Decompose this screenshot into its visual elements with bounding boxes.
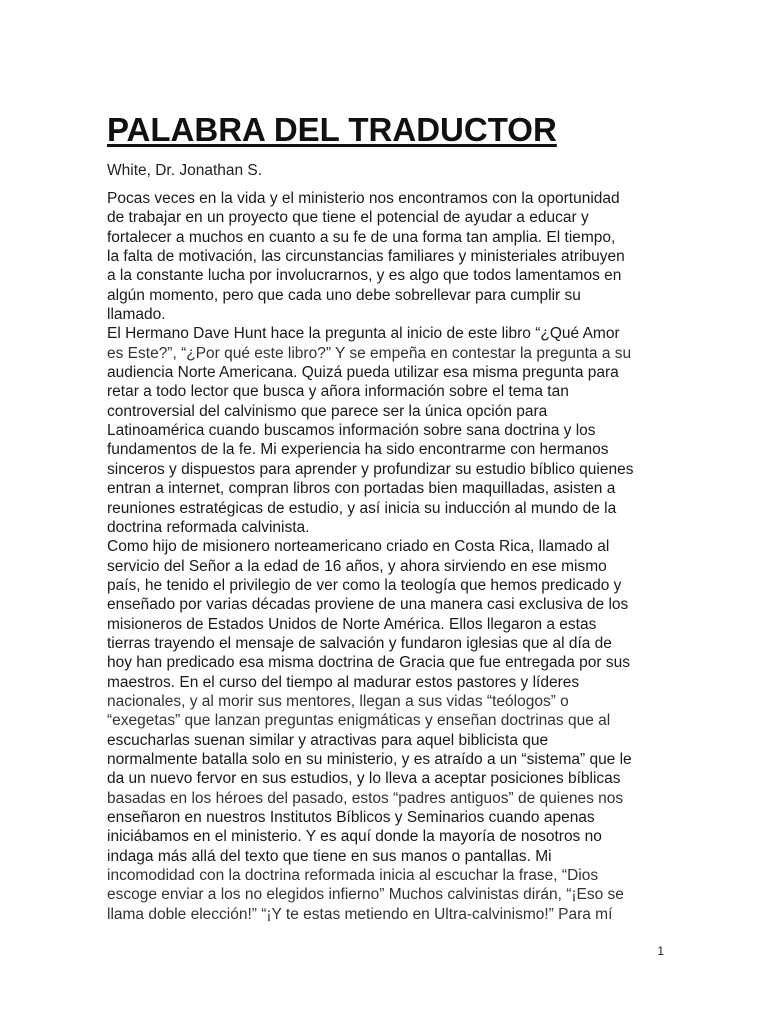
document-title: PALABRA DEL TRADUCTOR xyxy=(107,111,557,148)
text-line: la falta de motivación, las circunstancias familiares y ministeriales atribuyen xyxy=(107,248,625,266)
text-line: escoge enviar a los no elegidos infierno” Muchos calvinistas dirán, “¡Eso se xyxy=(107,886,624,904)
text-line: fundamentos de la fe. Mi experiencia ha sido encontrarme con hermanos xyxy=(107,441,609,459)
text-line: Como hijo de misionero norteamericano criado en Costa Rica, llamado al xyxy=(107,538,610,556)
text-line: basadas en los héroes del pasado, estos “padres antiguos” de quienes nos xyxy=(107,789,624,807)
body-text xyxy=(107,189,667,924)
text-line: retar a todo lector que busca y añora información sobre el tema tan xyxy=(107,383,569,401)
text-line: indaga más allá del texto que tiene en sus manos o pantallas. Mi xyxy=(107,847,552,865)
text-line: nacionales, y al morir sus mentores, llegan a sus vidas “teólogos” o xyxy=(107,692,569,710)
text-line: doctrina reformada calvinista. xyxy=(107,518,310,536)
text-line: entran a internet, compran libros con portadas bien maquilladas, asisten a xyxy=(107,480,616,498)
text-line: a la constante lucha por involucrarnos, y es algo que todos lamentamos en xyxy=(107,267,622,285)
text-line: sinceros y dispuestos para aprender y profundizar su estudio bíblico quienes xyxy=(107,460,634,478)
text-line: de trabajar en un proyecto que tiene el potencial de ayudar a educar y xyxy=(107,209,589,227)
text-line: país, he tenido el privilegio de ver como la teología que hemos predicado y xyxy=(107,576,622,594)
text-line: audiencia Norte Americana. Quizá pueda utilizar esa misma pregunta para xyxy=(107,364,619,382)
text-line: iniciábamos en el ministerio. Y es aquí donde la mayoría de nosotros no xyxy=(107,828,602,846)
text-line: hoy han predicado esa misma doctrina de Gracia que fue entregada por sus xyxy=(107,654,631,672)
text-line: escucharlas suenan similar y atractivas para aquel biblicista que xyxy=(107,731,549,749)
document-author: White, Dr. Jonathan S. xyxy=(107,162,263,179)
text-line: maestros. En el curso del tiempo al madurar estos pastores y líderes xyxy=(107,673,580,691)
text-line: algún momento, pero que cada uno debe sobrellevar para cumplir su xyxy=(107,286,581,304)
text-line: reuniones estratégicas de estudio, y así inicia su inducción al mundo de la xyxy=(107,499,617,517)
text-line: “exegetas” que lanzan preguntas enigmáticas y enseñan doctrinas que al xyxy=(107,712,611,730)
text-line: enseñaron en nuestros Institutos Bíblicos y Seminarios cuando apenas xyxy=(107,809,595,826)
text-line: Latinoamérica cuando buscamos información sobre sana doctrina y los xyxy=(107,422,596,440)
text-line: da un nuevo fervor en sus estudios, y lo lleva a aceptar posiciones bíblicas xyxy=(107,770,621,788)
text-line: El Hermano Dave Hunt hace la pregunta al inicio de este libro “¿Qué Amor xyxy=(107,325,620,343)
text-line: normalmente batalla solo en su ministerio, y es atraído a un “sistema” que le xyxy=(107,750,632,768)
text-line: llama doble elección!” “¡Y te estas metiendo en Ultra-calvinismo!” Para mí xyxy=(107,905,613,923)
text-line: enseñado por varias décadas proviene de una manera casi exclusiva de los xyxy=(107,596,629,614)
text-line: misioneros de Estados Unidos de Norte América. Ellos llegaron a estas xyxy=(107,615,597,633)
text-line: controversial del calvinismo que parece ser la única opción para xyxy=(107,402,548,420)
text-line: incomodidad con la doctrina reformada inicia al escuchar la frase, “Dios xyxy=(107,867,599,885)
text-line: Pocas veces en la vida y el ministerio nos encontramos con la oportunidad xyxy=(107,190,620,207)
text-line: llamado. xyxy=(107,306,166,324)
text-line: servicio del Señor a la edad de 16 años, y ahora sirviendo en ese mismo xyxy=(107,557,607,575)
text-line: fortalecer a muchos en cuanto a su fe de una forma tan amplia. El tiempo, xyxy=(107,228,616,246)
page-number: 1 xyxy=(657,944,664,958)
text-line: es Este?”, “¿Por qué este libro?” Y se empeña en contestar la pregunta a su xyxy=(107,344,632,362)
text-line: tierras trayendo el mensaje de salvación y fundaron iglesias que al día de xyxy=(107,634,612,652)
